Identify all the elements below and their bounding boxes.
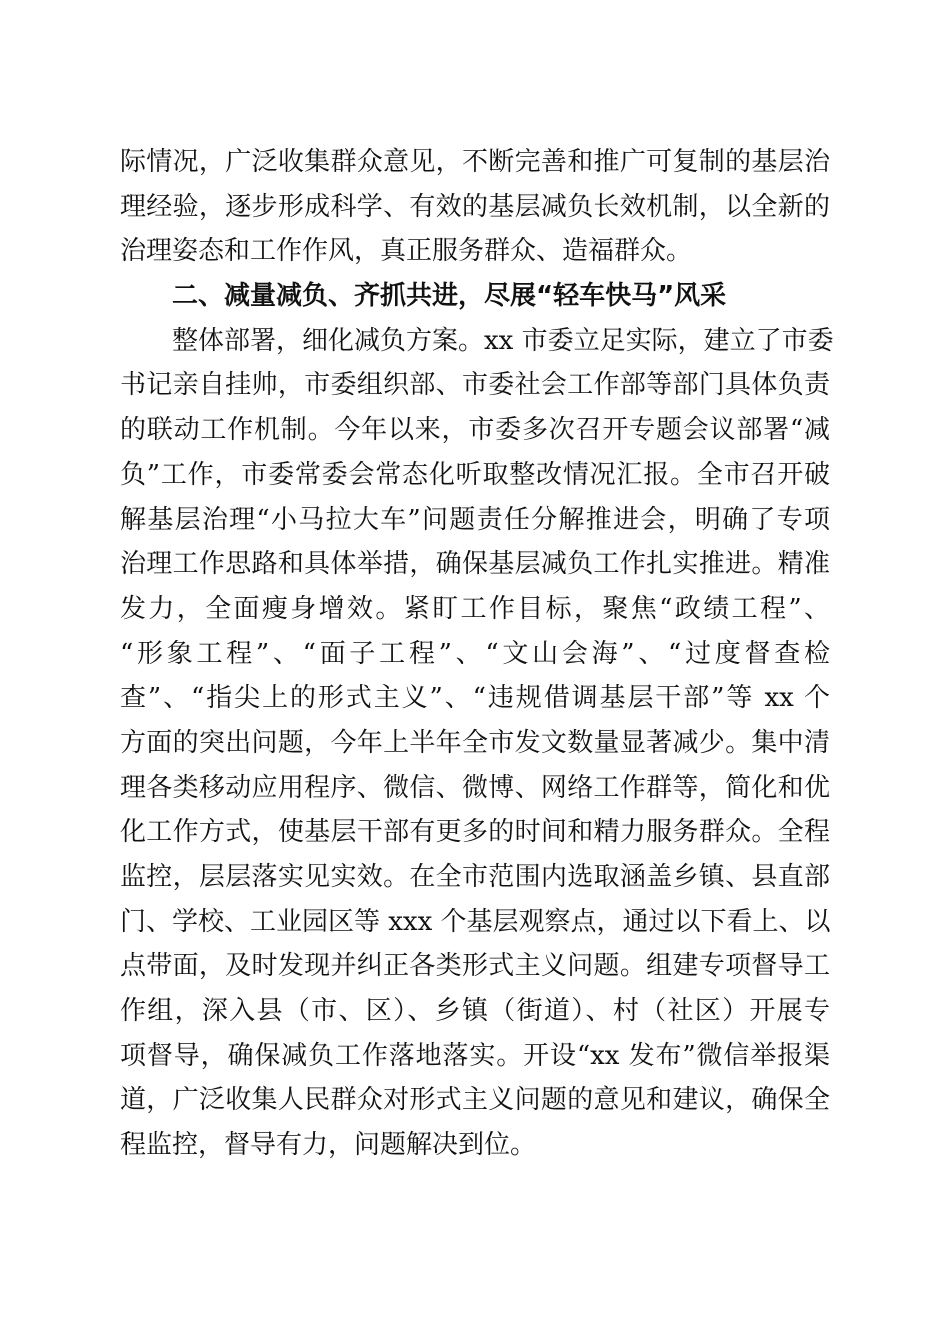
paragraph-line: 际情况，广泛收集群众意见，不断完善和推广可复制的基层治 <box>120 147 830 177</box>
paragraph-line: 治理工作思路和具体举措，确保基层减负工作扎实推进。精准 <box>120 549 830 580</box>
paragraph-line: 解基层治理“小马拉大车”问题责任分解推进会，明确了专项 <box>120 504 830 535</box>
paragraph-line: 点带面，及时发现并纠正各类形式主义问题。组建专项督导工 <box>120 951 830 982</box>
paragraph-line: 化工作方式，使基层干部有更多的时间和精力服务群众。全程 <box>120 817 830 848</box>
paragraph-line: 治理姿态和工作作风，真正服务群众、造福群众。 <box>120 236 693 267</box>
paragraph-line: 理各类移动应用程序、微信、微博、网络工作群等，简化和优 <box>120 772 830 803</box>
paragraph-line: 的联动工作机制。今年以来，市委多次召开专题会议部署“减 <box>120 415 830 446</box>
paragraph-line: 发力，全面瘦身增效。紧盯工作目标，聚焦“政绩工程”、 <box>120 593 830 624</box>
paragraph-line: 项督导，确保减负工作落地落实。开设“xx 发布”微信举报渠 <box>120 1040 830 1071</box>
paragraph-line: 道，广泛收集人民群众对形式主义问题的意见和建议，确保全 <box>120 1085 830 1116</box>
paragraph-line: 查”、“指尖上的形式主义”、“违规借调基层干部”等 xx 个 <box>120 683 830 714</box>
paragraph-line: 监控，层层落实见实效。在全市范围内选取涵盖乡镇、县直部 <box>120 862 830 892</box>
document-page <box>120 140 834 1168</box>
paragraph-line: “形象工程”、“面子工程”、“文山会海”、“过度督查检 <box>120 638 830 669</box>
paragraph-line: 书记亲自挂帅，市委组织部、市委社会工作部等部门具体负责 <box>120 370 830 401</box>
paragraph-line: 整体部署，细化减负方案。xx 市委立足实际，建立了市委 <box>172 325 834 356</box>
paragraph-line: 作组，深入县（市、区）、乡镇（街道）、村（社区）开展专 <box>120 996 830 1027</box>
paragraph-line: 负”工作，市委常委会常态化听取整改情况汇报。全市召开破 <box>120 459 830 490</box>
paragraph-line: 门、学校、工业园区等 xxx 个基层观察点，通过以下看上、以 <box>120 906 831 937</box>
section-heading: 二、减量减负、齐抓共进，尽展“轻车快马”风采 <box>172 281 727 312</box>
paragraph-line: 方面的突出问题，今年上半年全市发文数量显著减少。集中清 <box>120 727 830 758</box>
paragraph-line: 理经验，逐步形成科学、有效的基层减负长效机制，以全新的 <box>120 191 830 222</box>
paragraph-line: 程监控，督导有力，问题解决到位。 <box>120 1130 537 1161</box>
